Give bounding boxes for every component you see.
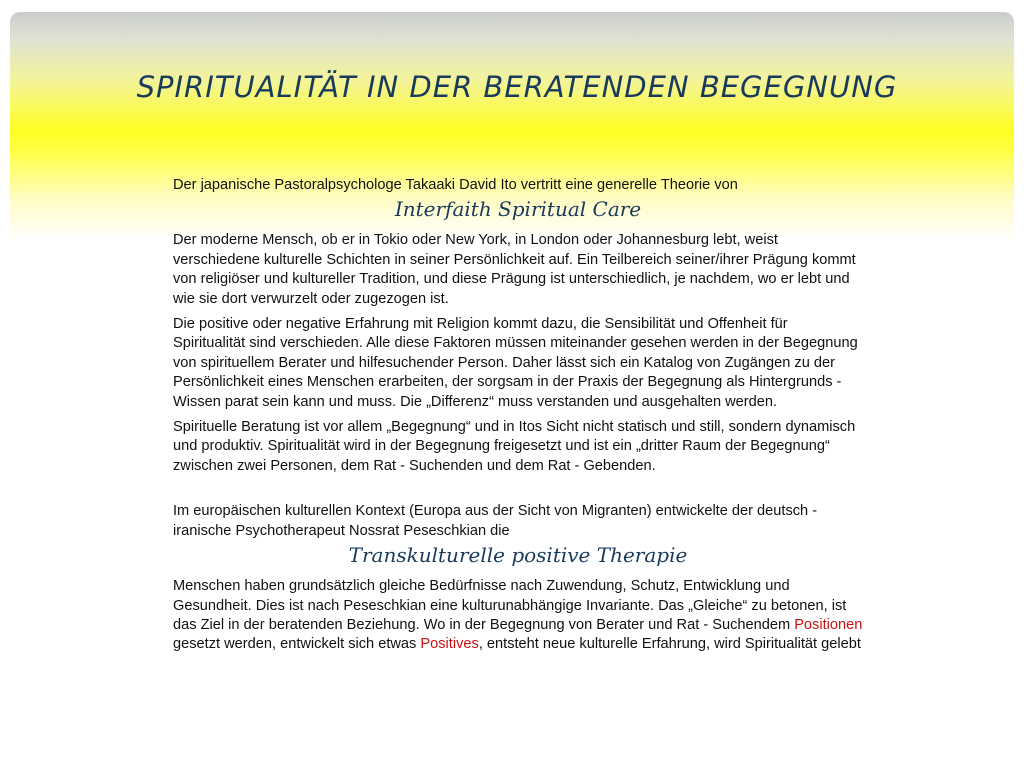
slide-body <box>173 176 863 655</box>
slide-title: SPIRITUALITÄT IN DER BERATENDEN BEGEGNUNG <box>136 70 898 104</box>
paragraph-spiritual-counseling: Spirituelle Beratung ist vor allem „Begegnung“ und in Itos Sicht nicht statisch und still, sondern dynamisch und produktiv. Spiritualität wird in der Begegnung freigesetzt und ist ein „dritter Raum der Begegnung“ zwischen zwei Personen, dem Rat - Suchenden und dem Rat - Gebenden. <box>173 419 856 474</box>
ito-intro: Der japanische Pastoralpsychologe Takaaki David Ito vertritt eine generelle Theorie von <box>173 177 738 193</box>
paragraph-needs-text-1: Menschen haben grundsätzlich gleiche Bedürfnisse nach Zuwendung, Schutz, Entwicklung und Gesundheit. Dies ist nach Peseschkian eine kulturunabhängige Invariante. Das „Gleiche“ zu betonen, ist das Ziel in der beratenden Beziehung. Wo in der Begegnung von Berater und Rat - Suchendem <box>173 578 847 633</box>
paragraph-religion-experience: Die positive oder negative Erfahrung mit Religion kommt dazu, die Sensibilität und Offenheit für Spiritualität sind verschieden. Alle diese Faktoren müssen miteinander gesehen werden in der Begegnung von spirituellem Berater und hilfesuchender Person. Daher lässt sich ein Katalog von Zugängen zu der Persönlichkeit eines Menschen erarbeiten, der sorgsam in der Praxis der Begegnung als Hintergrunds - Wissen parat sein kann und muss. Die „Differenz“ muss verstanden und ausgehalten werden. <box>173 316 858 410</box>
peseschkian-intro: Im europäischen kulturellen Kontext (Europa aus der Sicht von Migranten) entwickelte der deutsch - iranische Psychotherapeut Nossrat Peseschkian die <box>173 503 818 539</box>
highlight-positives: Positives <box>420 636 479 653</box>
paragraph-modern-person: Der moderne Mensch, ob er in Tokio oder New York, in London oder Johannesburg lebt, weist verschiedene kulturelle Schichten in seiner Persönlichkeit auf. Ein Teilbereich seiner/ihrer Prägung kommt von religiöser und kultureller Tradition, und diese Prägung ist unterschiedlich, je nachdem, wo er lebt und wie sie dort verwurzelt oder zugezogen ist. <box>173 232 856 307</box>
paragraph-needs-text-3: , entsteht neue kulturelle Erfahrung, wird Spiritualität gelebt <box>478 636 861 653</box>
paragraph-needs <box>173 577 863 655</box>
peseschkian-heading: Transkulturelle positive Therapie <box>348 543 688 568</box>
ito-heading: Interfaith Spiritual Care <box>394 197 642 222</box>
highlight-positionen: Positionen <box>794 616 863 633</box>
paragraph-needs-text-2: gesetzt werden, entwickelt sich etwas <box>173 636 421 653</box>
